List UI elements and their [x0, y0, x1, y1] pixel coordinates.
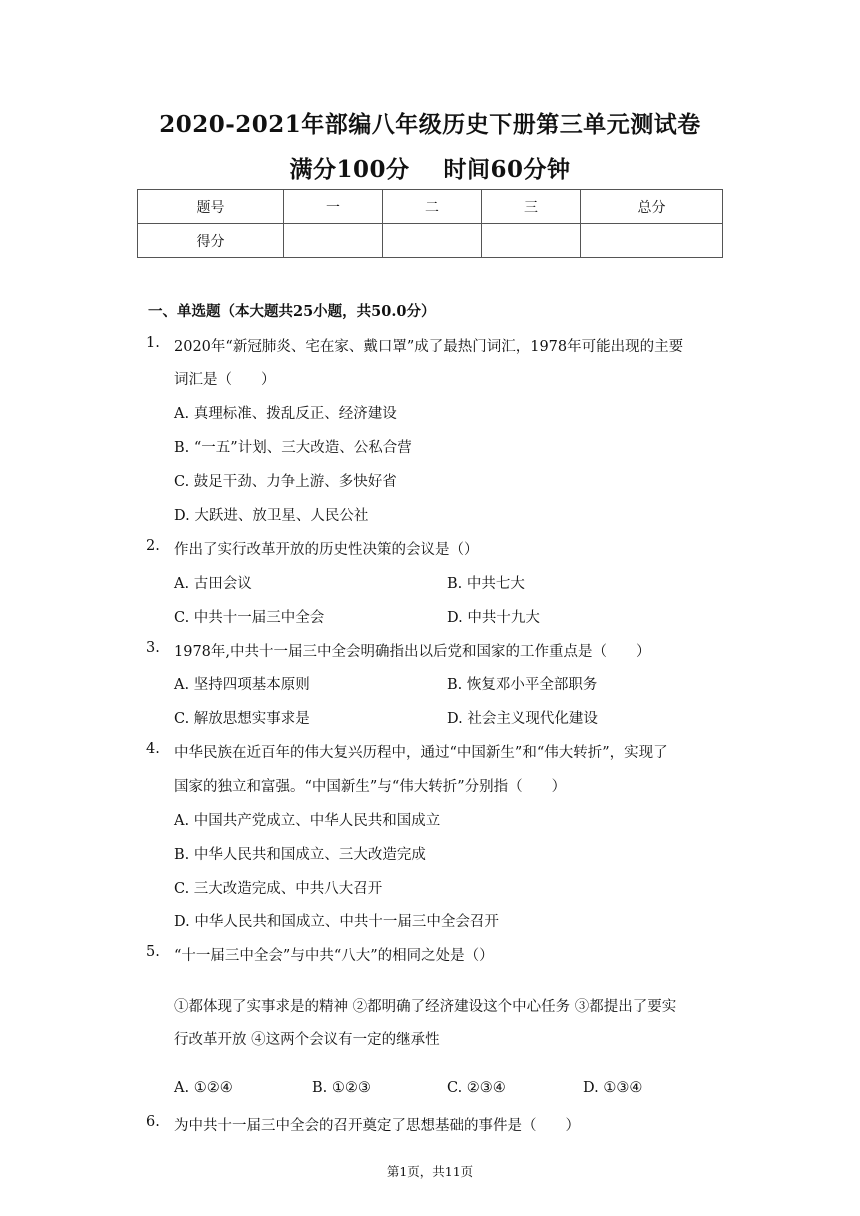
score-table-value-row: [138, 224, 723, 258]
score-cell: 题号: [138, 190, 284, 224]
question-number: 5.: [146, 944, 160, 960]
question-body: ①都体现了实事求是的精神 ②都明确了经济建设这个中心任务 ③都提出了要实: [174, 999, 677, 1015]
option-d: D. ①③④: [583, 1080, 643, 1096]
question-text: 2020年“新冠肺炎、宅在家、戴口罩”成了最热门词汇，1978年可能出现的主要: [174, 339, 684, 355]
option-c: C. ②③④: [447, 1080, 506, 1096]
score-cell: 总分: [581, 190, 723, 224]
option-b: B. 中共七大: [447, 576, 525, 592]
score-table: [137, 189, 723, 258]
question-text: “十一届三中全会”与中共“八大”的相同之处是（）: [174, 948, 494, 964]
option-a: A. 中国共产党成立、中华人民共和国成立: [174, 813, 441, 829]
question-text: 中华民族在近百年的伟大复兴历程中，通过“中国新生”和“伟大转折”，实现了: [174, 745, 668, 761]
option-d: D. 中华人民共和国成立、中共十一届三中全会召开: [174, 914, 499, 930]
option-c: C. 三大改造完成、中共八大召开: [174, 881, 383, 897]
question-text: 国家的独立和富强。“中国新生”与“伟大转折”分别指（ ）: [174, 779, 567, 795]
score-table-header-row: [138, 190, 723, 224]
question-number: 3.: [146, 640, 160, 656]
question-text: 1978年,中共十一届三中全会明确指出以后党和国家的工作重点是（ ）: [174, 644, 651, 660]
option-b: B. 中华人民共和国成立、三大改造完成: [174, 847, 426, 863]
option-d: D. 大跃进、放卫星、人民公社: [174, 508, 369, 524]
score-cell: 得分: [138, 224, 284, 258]
question-number: 2.: [146, 538, 160, 554]
question-number: 6.: [146, 1114, 160, 1130]
page-footer: 第1页，共11页: [386, 1164, 474, 1179]
section-heading: 一、单选题（本大题共25小题，共50.0分）: [148, 303, 436, 320]
score-cell: [284, 224, 383, 258]
option-a: A. ①②④: [174, 1080, 233, 1096]
question-text: 词汇是（ ）: [174, 372, 276, 388]
option-d: D. 社会主义现代化建设: [447, 711, 598, 727]
score-cell: [581, 224, 723, 258]
score-cell: 一: [284, 190, 383, 224]
option-a: A. 坚持四项基本原则: [174, 677, 310, 693]
question-number: 1.: [146, 335, 160, 351]
exam-title: 2020-2021年部编八年级历史下册第三单元测试卷: [159, 111, 701, 138]
option-b: B. ①②③: [312, 1080, 371, 1096]
full-score-label: 满分100分: [289, 156, 410, 183]
option-c: C. 解放思想实事求是: [174, 711, 310, 727]
question-text: 作出了实行改革开放的历史性决策的会议是（）: [174, 542, 479, 558]
option-d: D. 中共十九大: [447, 610, 540, 626]
question-number: 4.: [146, 741, 160, 757]
option-a: A. 古田会议: [174, 576, 252, 592]
score-cell: [383, 224, 482, 258]
option-c: C. 中共十一届三中全会: [174, 610, 325, 626]
option-c: C. 鼓足干劲、力争上游、多快好省: [174, 474, 397, 490]
option-b: B. 恢复邓小平全部职务: [447, 677, 598, 693]
time-limit-label: 时间60分钟: [443, 156, 571, 183]
question-body: 行改革开放 ④这两个会议有一定的继承性: [174, 1032, 440, 1048]
score-cell: [482, 224, 581, 258]
score-cell: 三: [482, 190, 581, 224]
option-b: B. “一五”计划、三大改造、公私合营: [174, 440, 412, 456]
score-cell: 二: [383, 190, 482, 224]
option-a: A. 真理标准、拨乱反正、经济建设: [174, 406, 397, 422]
question-text: 为中共十一届三中全会的召开奠定了思想基础的事件是（ ）: [174, 1118, 580, 1134]
exam-subtitle: [0, 151, 860, 184]
